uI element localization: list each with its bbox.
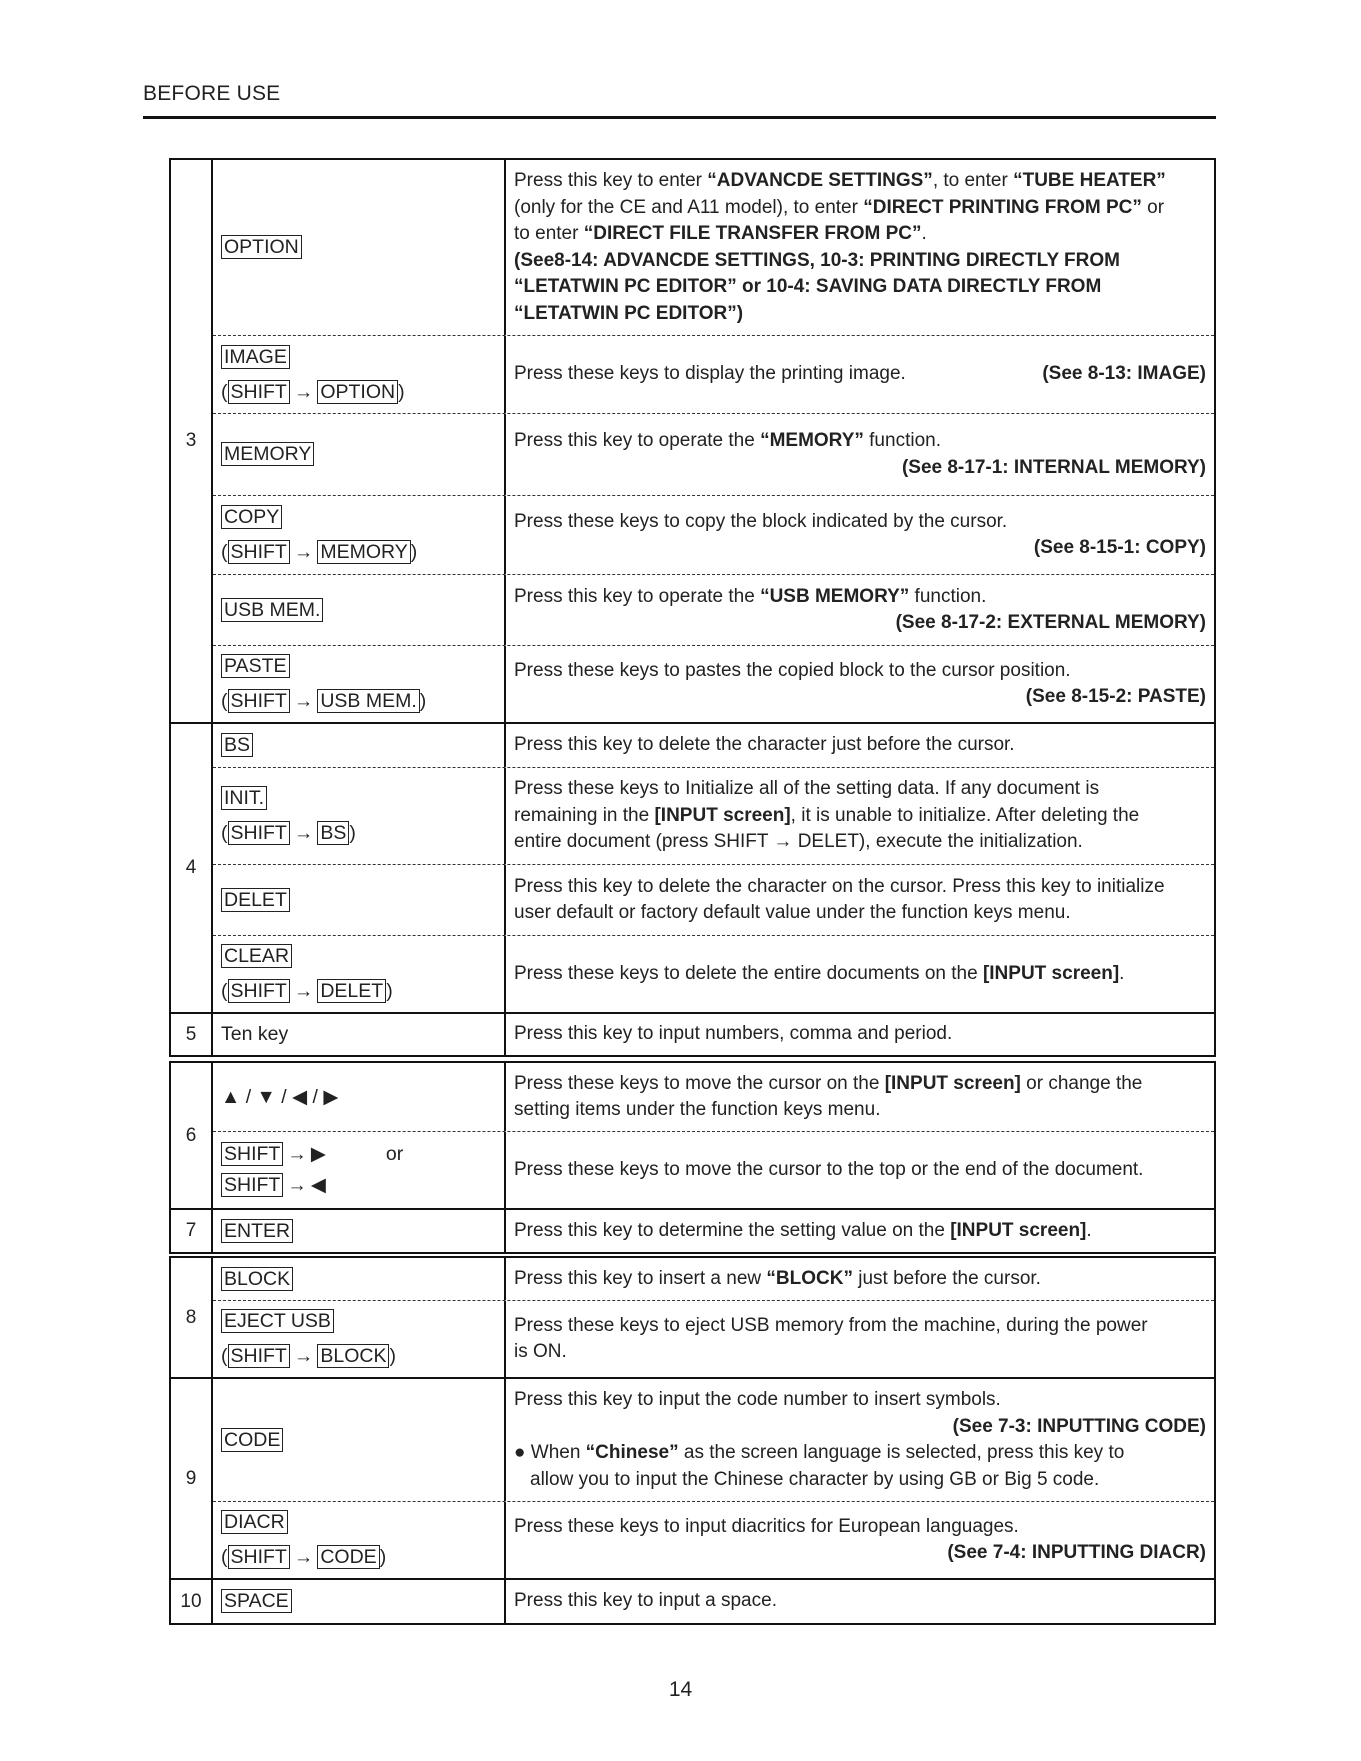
row-copy [213, 495, 1214, 574]
usb-mem-key: USB MEM. [317, 689, 419, 713]
eject-usb-key: EJECT USB [221, 1309, 334, 1333]
block-description: Press this key to insert a new “BLOCK” just before the cursor. [514, 1267, 1041, 1289]
usb-mem-description: Press this key to operate the “USB MEMORY” function. (See 8-17-2: EXTERNAL MEMORY) [514, 585, 1206, 633]
key-cell [213, 1580, 506, 1623]
group-number: 6 [171, 1063, 213, 1208]
page-header: BEFORE USE [143, 82, 281, 105]
key-cell [213, 724, 506, 767]
shift-key: SHIFT [228, 1545, 290, 1569]
image-key: IMAGE [221, 345, 290, 369]
shift-key: SHIFT [228, 821, 290, 845]
image-description: Press these keys to display the printing image. (See 8-13: IMAGE) [514, 363, 1206, 385]
header-rule [143, 116, 1216, 119]
bs-key: BS [317, 821, 349, 845]
key-cell [213, 414, 506, 495]
delet-key: DELET [317, 979, 386, 1003]
diacr-key: DIACR [221, 1510, 288, 1534]
row-code [213, 1379, 1214, 1501]
space-description: Press this key to input a space. [514, 1590, 777, 1612]
group-3 [169, 158, 1216, 724]
key-cell [213, 1379, 506, 1501]
group-number: 5 [171, 1014, 213, 1055]
memory-description: Press this key to operate the “MEMORY” function. (See 8-17-1: INTERNAL MEMORY) [514, 430, 1206, 478]
key-cell: EJECT USB ( SHIFT → BLOCK ) [213, 1301, 506, 1377]
shift-key: SHIFT [221, 1142, 283, 1166]
ten-key-description: Press this key to input numbers, comma and period. [514, 1023, 953, 1045]
row-paste [213, 645, 1214, 722]
option-description: Press this key to enter “ADVANCDE SETTINGS”, to enter “TUBE HEATER” (only for the CE and A11 model), to enter “DIRECT PRINTING FROM PC” or to enter “DIRECT FILE TRANSFER FROM PC”. (See8-14: ADVANCDE SETTINGS, 10-3: PRINTING DIRECTLY FROM “LETATWIN PC EDITOR” or 10-4: SAVING DATA DIRECTLY FROM “LETATWIN PC EDITOR”) [514, 170, 1166, 324]
group-6 [169, 1061, 1216, 1210]
row-shift-move [213, 1131, 1214, 1208]
row-space [213, 1580, 1214, 1623]
key-cell [213, 1210, 506, 1252]
eject-usb-description: Press these keys to eject USB memory from the machine, during the power is ON. [514, 1314, 1148, 1362]
init-description: Press these keys to Initialize all of the setting data. If any document is remaining in the [INPUT screen], it is unable to initialize. After deleting the entire document (press SHIFT → DELET), execute the initialization. [514, 778, 1140, 853]
block-key: BLOCK [317, 1344, 389, 1368]
clear-key: CLEAR [221, 944, 292, 968]
key-cell [213, 1014, 506, 1055]
row-ten-key [213, 1014, 1214, 1055]
row-bs [213, 724, 1214, 767]
shift-key: SHIFT [228, 380, 290, 404]
memory-key: MEMORY [317, 540, 410, 564]
page-number: 14 [668, 1678, 693, 1701]
row-init [213, 767, 1214, 864]
key-cell [213, 1063, 506, 1131]
key-function-table [169, 160, 1216, 1625]
group-7 [169, 1208, 1216, 1254]
key-cell [213, 1258, 506, 1300]
key-cell: PASTE ( SHIFT → USB MEM. ) [213, 646, 506, 722]
space-key: SPACE [221, 1589, 292, 1613]
right-arrow-icon: ▶ [310, 1143, 326, 1165]
shift-key: SHIFT [228, 979, 290, 1003]
paste-key: PASTE [221, 654, 290, 678]
cursor-description: Press these keys to move the cursor on the [INPUT screen] or change the setting items under the function keys menu. [514, 1072, 1143, 1120]
option-key: OPTION [317, 380, 398, 404]
row-image [213, 335, 1214, 413]
enter-key: ENTER [221, 1219, 293, 1243]
group-number: 4 [171, 724, 213, 1012]
shift-key: SHIFT [228, 689, 290, 713]
option-key: OPTION [221, 235, 302, 259]
group-9 [169, 1377, 1216, 1580]
row-memory [213, 413, 1214, 495]
group-4 [169, 722, 1216, 1014]
row-delet [213, 864, 1214, 935]
init-key: INIT. [221, 786, 267, 810]
bs-description: Press this key to delete the character just before the cursor. [514, 734, 1015, 756]
row-usb-mem [213, 574, 1214, 645]
arrow-keys-icon: ▲ / ▼ / ◀ / ▶ [221, 1085, 339, 1108]
key-cell: INIT. ( SHIFT → BS ) [213, 768, 506, 864]
delet-key: DELET [221, 888, 290, 912]
group-8 [169, 1256, 1216, 1379]
code-key: CODE [221, 1428, 283, 1452]
row-diacr [213, 1501, 1214, 1578]
usb-mem-key: USB MEM. [221, 598, 323, 622]
key-cell: SHIFT → ▶ or SHIFT → ◀ [213, 1132, 506, 1208]
shift-key: SHIFT [221, 1173, 283, 1197]
copy-key: COPY [221, 505, 282, 529]
key-cell: IMAGE ( SHIFT → OPTION ) [213, 336, 506, 413]
group-number: 3 [171, 160, 213, 722]
group-number: 10 [171, 1580, 213, 1623]
code-description: Press this key to input the code number to insert symbols. (See 7-3: INPUTTING CODE) ● When “Chinese” as the screen language is selected, press this key to allow you to input the Chinese character by using GB or Big 5 code. [514, 1389, 1206, 1490]
left-arrow-icon: ◀ [310, 1174, 326, 1196]
diacr-description: Press these keys to input diacritics for European languages. (See 7-4: INPUTTING DIACR) [514, 1515, 1206, 1563]
row-enter [213, 1210, 1214, 1252]
key-cell: COPY ( SHIFT → MEMORY ) [213, 496, 506, 574]
group-number: 8 [171, 1258, 213, 1377]
delet-description: Press this key to delete the character on the cursor. Press this key to initialize user default or factory default value under the function keys menu. [514, 875, 1165, 923]
row-eject-usb [213, 1300, 1214, 1377]
key-cell [213, 575, 506, 645]
code-key: CODE [317, 1545, 379, 1569]
memory-key: MEMORY [221, 442, 314, 466]
copy-description: Press these keys to copy the block indicated by the cursor. (See 8-15-1: COPY) [514, 510, 1206, 558]
row-block [213, 1258, 1214, 1300]
shift-key: SHIFT [228, 540, 290, 564]
clear-description: Press these keys to delete the entire documents on the [INPUT screen]. [514, 962, 1125, 984]
block-key: BLOCK [221, 1267, 293, 1291]
ten-key-label: Ten key [221, 1023, 289, 1045]
row-clear [213, 935, 1214, 1012]
key-cell [213, 865, 506, 935]
group-number: 9 [171, 1379, 213, 1578]
shift-key: SHIFT [228, 1344, 290, 1368]
shift-move-description: Press these keys to move the cursor to the top or the end of the document. [514, 1158, 1144, 1180]
bs-key: BS [221, 733, 253, 757]
row-cursor-keys [213, 1063, 1214, 1131]
key-cell: CLEAR ( SHIFT → DELET ) [213, 936, 506, 1012]
group-number: 7 [171, 1210, 213, 1252]
group-10 [169, 1578, 1216, 1625]
group-5 [169, 1012, 1216, 1057]
key-cell: DIACR ( SHIFT → CODE ) [213, 1502, 506, 1578]
key-cell [213, 160, 506, 335]
enter-description: Press this key to determine the setting value on the [INPUT screen]. [514, 1219, 1092, 1241]
paste-description: Press these keys to pastes the copied block to the cursor position. (See 8-15-2: PASTE) [514, 659, 1206, 707]
row-option [213, 160, 1214, 335]
